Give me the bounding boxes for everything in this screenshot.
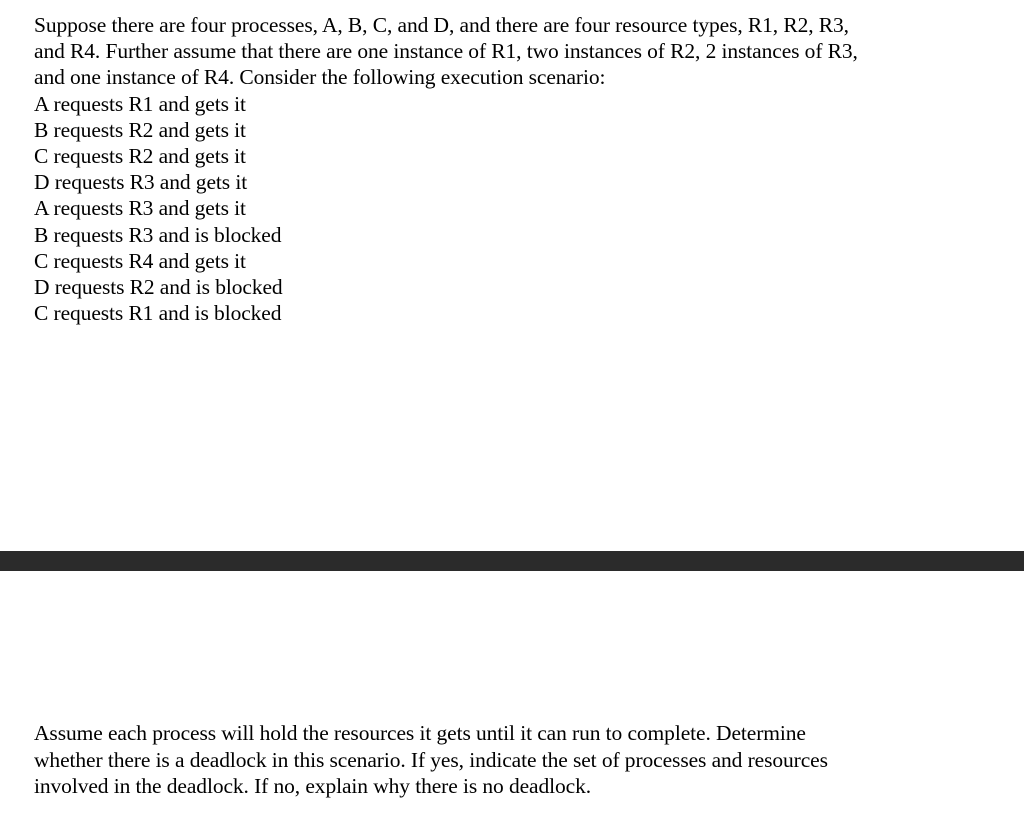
intro-line: Suppose there are four processes, A, B, C, and D, and there are four resource types, R1, R2, R3, (34, 13, 849, 37)
intro-line: and one instance of R4. Consider the following execution scenario: (34, 65, 606, 90)
scenario-step: B requests R2 and gets it (34, 117, 246, 142)
intro-line: and R4. Further assume that there are one instance of R1, two instances of R2, 2 instances of R3, (34, 39, 858, 64)
scenario-step: C requests R1 and is blocked (34, 301, 282, 326)
scenario-step: A requests R3 and gets it (34, 196, 246, 221)
scenario-step: D requests R2 and is blocked (34, 275, 283, 300)
task-line: whether there is a deadlock in this scenario. If yes, indicate the set of processes and resources (34, 747, 828, 772)
task-line: involved in the deadlock. If no, explain why there is no deadlock. (34, 774, 592, 798)
question-text (34, 12, 858, 326)
scenario-step: D requests R3 and gets it (34, 170, 248, 195)
scenario-step: C requests R4 and gets it (34, 248, 246, 273)
task-text (34, 720, 828, 800)
scenario-step: C requests R2 and gets it (34, 144, 246, 169)
scenario-step: A requests R1 and gets it (34, 91, 246, 116)
task-line: Assume each process will hold the resources it gets until it can run to complete. Determine (34, 721, 806, 745)
section-divider (0, 551, 1024, 571)
scenario-step: B requests R3 and is blocked (34, 222, 282, 247)
